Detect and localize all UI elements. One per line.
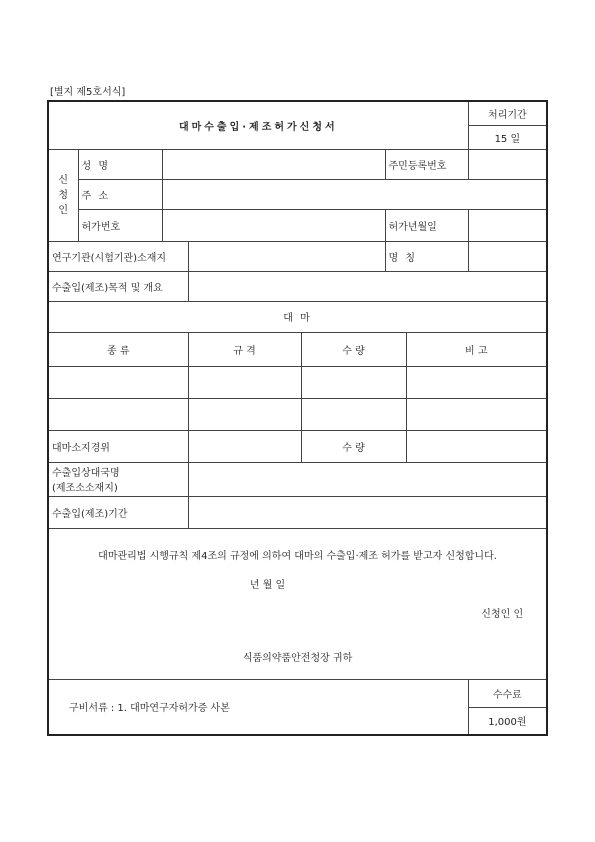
remarks-header: 비 고: [406, 332, 547, 366]
declaration-block: [48, 528, 547, 679]
license-date-field[interactable]: [468, 209, 547, 241]
counterparty-label: 수출입상대국명 (제조소소재지): [48, 462, 188, 496]
type-header: 종 류: [48, 332, 188, 366]
quantity-header: 수 량: [301, 332, 406, 366]
institution-name-field[interactable]: [468, 241, 547, 271]
processing-period-label: 처리기간: [468, 101, 547, 125]
counterparty-field[interactable]: [188, 462, 547, 496]
name-field[interactable]: [162, 149, 385, 179]
possession-quantity-label: 수 량: [301, 430, 406, 462]
remarks-cell[interactable]: [406, 398, 547, 430]
spec-cell[interactable]: [188, 398, 301, 430]
name-label: 성 명: [78, 149, 162, 179]
purpose-label: 수출입(제조)목적 및 개요: [48, 271, 188, 301]
type-cell[interactable]: [48, 366, 188, 398]
fee-label: 수수료: [468, 679, 547, 707]
period-label: 수출입(제조)기간: [48, 496, 188, 528]
quantity-cell[interactable]: [301, 398, 406, 430]
rrn-label: 주민등록번호: [385, 149, 468, 179]
quantity-cell[interactable]: [301, 366, 406, 398]
processing-period-value: 15 일: [468, 125, 547, 149]
declaration-text: 대마관리법 시행규칙 제4조의 규정에 의하여 대마의 수출입·제조 허가를 받고자 신청합니다.: [98, 550, 497, 562]
address-field[interactable]: [162, 179, 547, 209]
remarks-cell[interactable]: [406, 366, 547, 398]
type-cell[interactable]: [48, 398, 188, 430]
license-date-label: 허가년월일: [385, 209, 468, 241]
cannabis-section-header: 대 마: [48, 301, 547, 332]
possession-history-field[interactable]: [188, 430, 301, 462]
declaration-date: 년 월 일: [249, 579, 286, 591]
applicant-signature-line: 신청인 인: [481, 608, 524, 620]
spec-header: 규 격: [188, 332, 301, 366]
institution-location-label: 연구기관(시험기관)소재지: [48, 241, 188, 271]
addressee: 식품의약품안전청장 귀하: [242, 652, 353, 664]
spec-cell[interactable]: [188, 366, 301, 398]
purpose-field[interactable]: [188, 271, 547, 301]
possession-quantity-field[interactable]: [406, 430, 547, 462]
license-number-field[interactable]: [162, 209, 385, 241]
address-label: 주 소: [78, 179, 162, 209]
rrn-field[interactable]: [468, 149, 547, 179]
application-form: [47, 100, 548, 736]
required-documents: 구비서류 : 1. 대마연구자허가증 사본: [48, 679, 468, 735]
fee-value: 1,000원: [468, 707, 547, 735]
form-number-label: [별지 제5호서식]: [50, 87, 126, 98]
institution-name-label: 명 칭: [385, 241, 468, 271]
applicant-group-label: 신 청 인: [48, 149, 78, 241]
form-title: 대마수출입·제조허가신청서: [48, 101, 468, 149]
institution-location-field[interactable]: [188, 241, 385, 271]
period-field[interactable]: [188, 496, 547, 528]
license-number-label: 허가번호: [78, 209, 162, 241]
possession-history-label: 대마소지경위: [48, 430, 188, 462]
